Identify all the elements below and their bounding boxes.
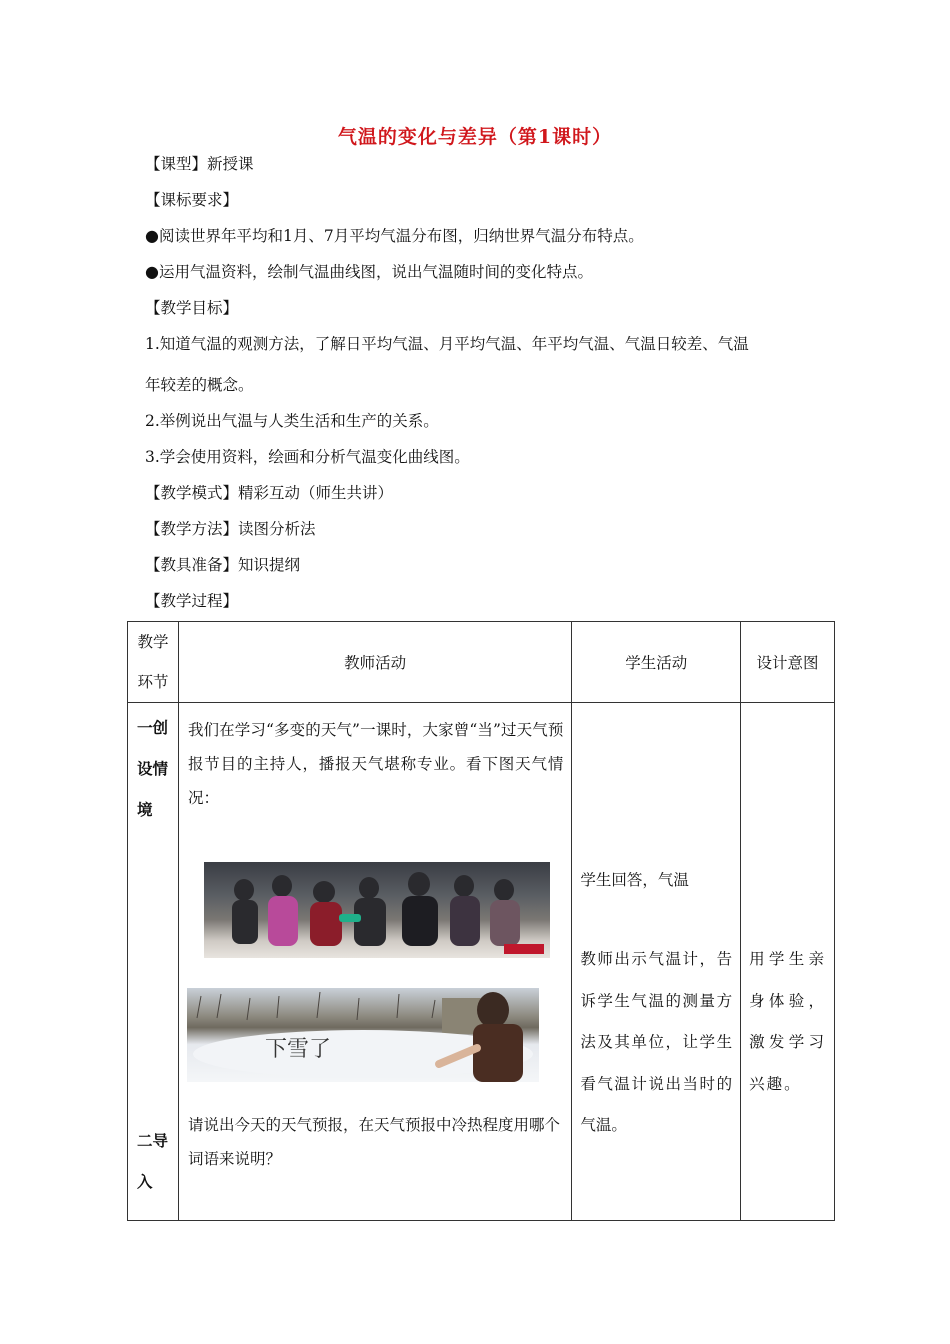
design-intent-cell (741, 703, 835, 1221)
header-stage-line-2: 环节 (137, 673, 169, 691)
standard-text-1: 阅读世界年平均和1月、7月平均气温分布图，归纳世界气温分布特点。 (158, 227, 644, 245)
teacher-intro-text: 我们在学习“多变的天气”一课时，大家曾“当”过天气预报节目的主持人，播报天气堪称专业。看下图天气情况： (187, 721, 564, 807)
goal-1-line-2: 年较差的概念。 (145, 376, 254, 394)
design-intent-text: 用学生亲身体验，激发学习兴趣。 (749, 950, 826, 1093)
teacher-question-text: 请说出今天的天气预报，在天气预报中冷热程度用哪个词语来说明？ (187, 1116, 560, 1168)
stage-label-1: 一创设情境 (137, 718, 169, 819)
people-walking-illustration (204, 862, 550, 958)
standards-heading: 【课标要求】 (145, 191, 239, 209)
teacher-activity-cell (178, 703, 571, 1221)
goal-3: 3.学会使用资料，绘画和分析气温变化曲线图。 (145, 448, 470, 466)
header-design: 设计意图 (741, 622, 835, 703)
stage-label-2: 二导入 (137, 1131, 169, 1191)
header-stage-line-1: 教学 (137, 633, 169, 651)
teaching-prep: 【教具准备】知识提纲 (145, 556, 301, 574)
student-activity-cell (572, 703, 741, 1221)
goal-1-line-1: 1.知道气温的观测方法，了解日平均气温、月平均气温、年平均气温、气温日较差、气温 (145, 335, 749, 353)
table-row (128, 703, 835, 1221)
goal-2: 2.举例说出气温与人类生活和生产的关系。 (145, 412, 439, 430)
header-teacher: 教师活动 (178, 622, 571, 703)
teaching-method: 【教学方法】读图分析法 (145, 520, 316, 538)
process-heading: 【教学过程】 (145, 592, 239, 610)
document-title: 气温的变化与差异（第1课时） (337, 126, 613, 148)
header-stage (128, 622, 179, 703)
bullet-icon: ● (145, 262, 159, 281)
bullet-icon: ● (145, 226, 159, 245)
standard-text-2: 运用气温资料，绘制气温曲线图，说出气温随时间的变化特点。 (158, 263, 593, 281)
standard-item-2 (145, 260, 593, 282)
snow-writing-text: 下雪了 (264, 1037, 331, 1062)
goals-heading: 【教学目标】 (145, 299, 239, 317)
course-type: 【课型】新授课 (145, 155, 254, 173)
header-student: 学生活动 (572, 622, 741, 703)
standard-item-1 (145, 224, 644, 246)
student-answer: 学生回答，气温 (580, 871, 689, 889)
student-activity-text: 教师出示气温计，告诉学生气温的测量方法及其单位，让学生看气温计说出当时的气温。 (580, 950, 733, 1134)
snow-writing-photo (187, 988, 539, 1082)
table-header-row (128, 622, 835, 703)
cold-weather-photo (204, 862, 550, 958)
process-table (127, 621, 835, 1221)
stage-cell (128, 703, 179, 1221)
snow-car-illustration (187, 988, 539, 1082)
teaching-mode: 【教学模式】精彩互动（师生共讲） (145, 484, 394, 502)
